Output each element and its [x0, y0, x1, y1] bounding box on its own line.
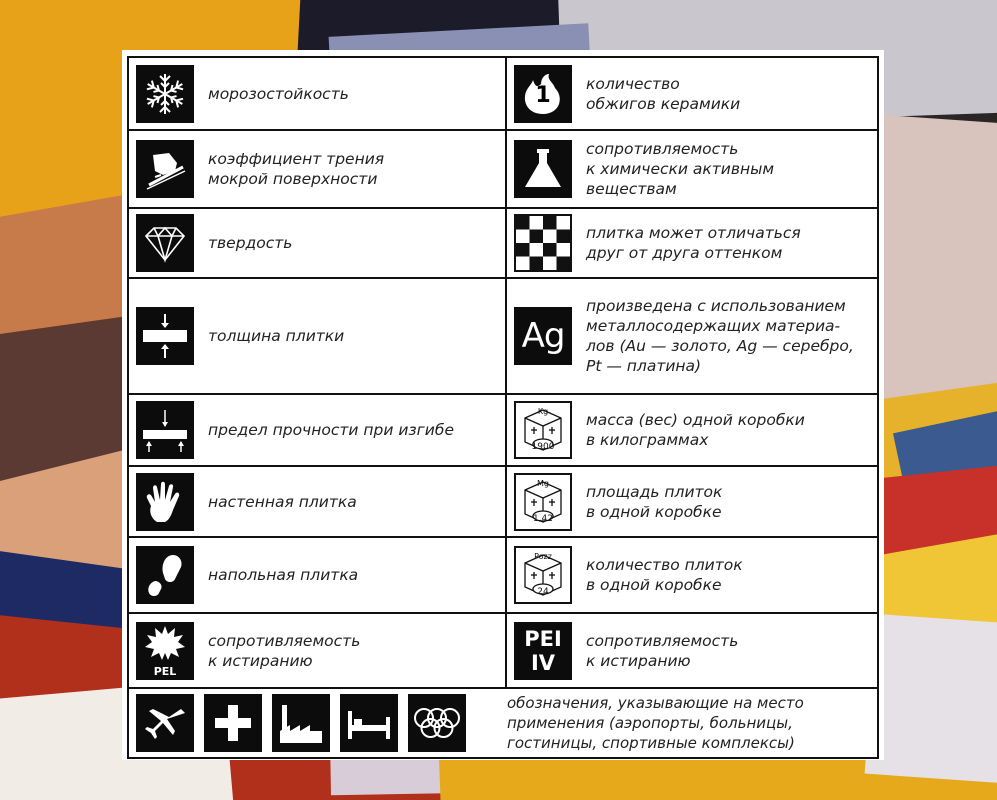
- bg-tile: [865, 614, 997, 786]
- legend-cell: [129, 279, 507, 393]
- legend-cell: [507, 279, 877, 393]
- box-area-icon: [514, 473, 572, 531]
- legend-label: предел прочности при изгибе: [208, 421, 454, 439]
- legend-row: [127, 129, 879, 207]
- legend-grid: [127, 56, 879, 759]
- legend-row: [127, 393, 879, 465]
- legend-label: напольная плитка: [208, 566, 359, 584]
- box-pieces-icon: [514, 546, 572, 604]
- box-weight-unit: Kg: [537, 407, 549, 416]
- legend-label: твердость: [208, 234, 293, 252]
- metal-ag-symbol: Ag: [521, 316, 565, 356]
- legend-cell: [129, 58, 507, 129]
- legend-label: масса (вес) одной коробки в килограммах: [586, 411, 805, 449]
- legend-cell: [507, 131, 877, 207]
- legend-cell: [507, 467, 877, 536]
- legend-cell: [129, 395, 507, 465]
- floor-foot-icon: [136, 546, 194, 604]
- legend-label: сопротивляемость к истиранию: [208, 631, 361, 670]
- legend-label: коэффициент трения мокрой поверхности: [208, 150, 385, 188]
- legend-label: произведена с использованием металлосодержащих материа- лов (Au — золото, Ag — серебро, Pt — платина): [586, 297, 854, 375]
- firing-count-icon: [514, 65, 572, 123]
- legend-label: сопротивляемость к химически активным веществам: [586, 140, 775, 198]
- abrasion-pel-icon: [136, 622, 194, 680]
- legend-row: [127, 465, 879, 536]
- olympic-rings-icon: [408, 694, 466, 752]
- abrasion-pei-label: PEI: [524, 626, 562, 651]
- box-pieces-unit: Pozz: [534, 552, 552, 561]
- legend-row: [127, 612, 879, 687]
- legend-cell: [507, 538, 877, 612]
- legend-cell: [129, 538, 507, 612]
- legend-label: толщина плитки: [208, 327, 345, 345]
- legend-label: плитка может отличаться друг от друга оттенком: [586, 224, 801, 262]
- wall-hand-icon: [136, 473, 194, 531]
- airplane-icon: [136, 694, 194, 752]
- shade-grid-icon: [514, 214, 572, 272]
- hospital-cross-icon: [204, 694, 262, 752]
- legend-row-usage: [127, 687, 879, 759]
- usage-icons: [129, 689, 507, 757]
- box-pieces-value: 24: [537, 587, 549, 597]
- legend-label: сопротивляемость к истиранию: [586, 631, 739, 670]
- abrasion-pel-label: PEL: [153, 664, 177, 678]
- diamond-icon: [136, 214, 194, 272]
- usage-label-cell: [507, 689, 804, 757]
- box-weight-value: 1900: [531, 442, 555, 452]
- legend-label: площадь плиток в одной коробке: [586, 482, 723, 521]
- box-area-value: 1,42: [532, 513, 554, 524]
- abrasion-pei-class: IV: [530, 650, 556, 675]
- legend-row: [127, 536, 879, 612]
- legend-cell: [129, 209, 507, 277]
- factory-icon: [272, 694, 330, 752]
- snowflake-icon: [136, 65, 194, 123]
- legend-cell: [507, 395, 877, 465]
- legend-cell: [129, 614, 507, 687]
- legend-cell: [507, 58, 877, 129]
- box-area-unit: Mg: [537, 478, 549, 488]
- legend-label: морозостойкость: [208, 84, 349, 103]
- firing-count-value: 1: [535, 82, 551, 108]
- legend-cell: [129, 131, 507, 207]
- hotel-bed-icon: [340, 694, 398, 752]
- box-weight-icon: [514, 401, 572, 459]
- legend-label: настенная плитка: [208, 492, 357, 511]
- abrasion-pei-icon: [514, 622, 572, 680]
- legend-label: количество обжигов керамики: [586, 74, 741, 113]
- usage-label: обозначения, указывающие на место применения (аэропорты, больницы, гостиницы, спортивные комплексы): [507, 694, 804, 752]
- legend-row: [127, 207, 879, 277]
- tile-symbols-legend: [122, 50, 884, 760]
- bending-strength-icon: [136, 401, 194, 459]
- legend-cell: [129, 467, 507, 536]
- legend-label: количество плиток в одной коробке: [586, 556, 743, 594]
- metal-ag-icon: [514, 307, 572, 365]
- flask-icon: [514, 140, 572, 198]
- legend-row: [127, 277, 879, 393]
- legend-row: [127, 56, 879, 129]
- legend-cell: [507, 209, 877, 277]
- thickness-icon: [136, 307, 194, 365]
- wet-friction-icon: [136, 140, 194, 198]
- legend-cell: [507, 614, 877, 687]
